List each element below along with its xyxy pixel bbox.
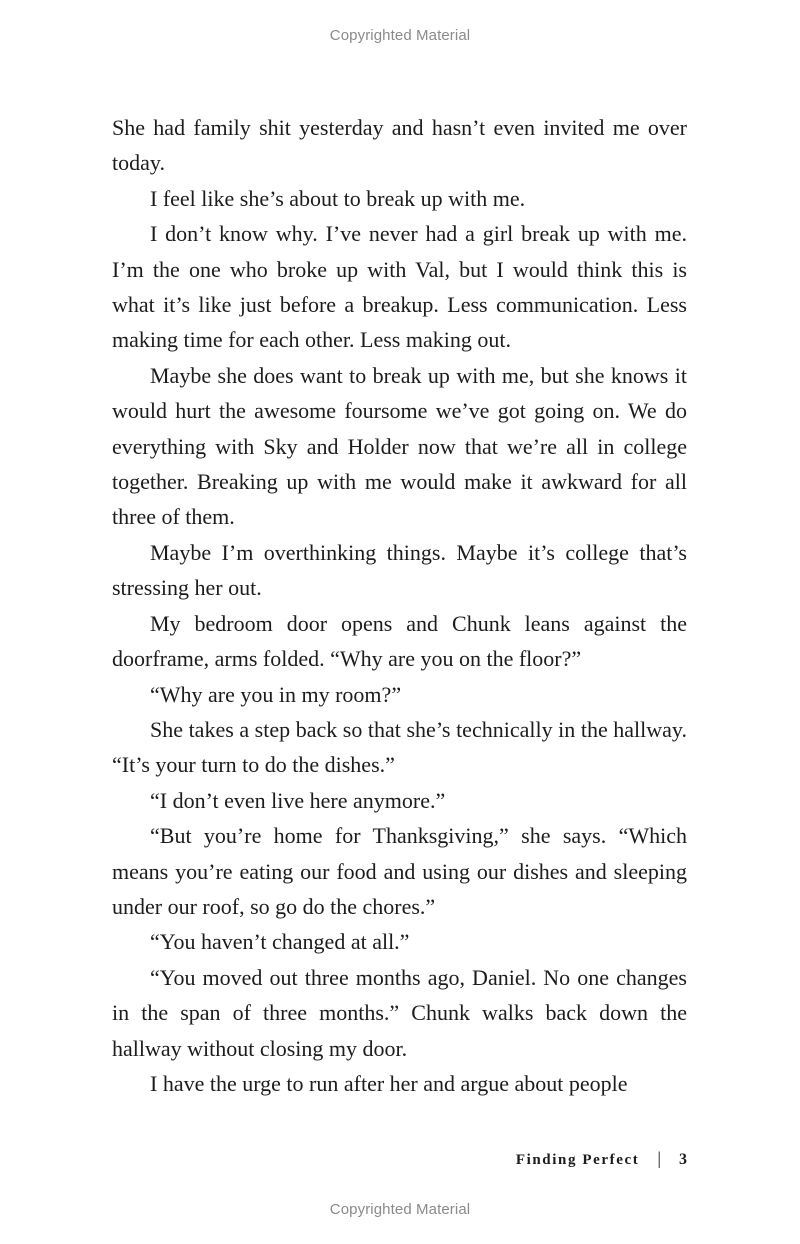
page-number: 3 <box>679 1151 687 1168</box>
paragraph: I feel like she’s about to break up with me. <box>150 185 526 211</box>
paragraph: Maybe I’m overthinking things. Maybe it’s college that’s stressing her out. <box>112 539 687 601</box>
paragraph: Maybe she does want to break up with me, but she knows it would hurt the awesome foursome we’ve got going on. We do everything with Sky and Holder now that we’re all in college together. Breaking up with me would make it awkward for all three of them. <box>112 362 687 530</box>
paragraph: “I don’t even live here anymore.” <box>150 787 446 813</box>
copyright-watermark-top: Copyrighted Material <box>329 27 471 44</box>
copyright-watermark-bottom: Copyrighted Material <box>329 1201 471 1218</box>
paragraph: My bedroom door opens and Chunk leans against the doorframe, arms folded. “Why are you on the floor?” <box>112 610 687 672</box>
paragraph: She had family shit yesterday and hasn’t even invited me over today. <box>112 115 687 176</box>
paragraph: She takes a step back so that she’s technically in the hallway. “It’s your turn to do the dishes.” <box>112 716 687 778</box>
footer-divider: | <box>657 1148 661 1168</box>
paragraph: “Why are you in my room?” <box>150 681 402 707</box>
paragraph: “But you’re home for Thanksgiving,” she says. “Which means you’re eating our food and using our dishes and sleeping under our roof, so go do the chores.” <box>112 823 687 919</box>
running-footer <box>516 1148 687 1169</box>
book-title: Finding Perfect <box>515 1152 640 1168</box>
paragraph: I don’t know why. I’ve never had a girl break up with me. I’m the one who broke up with Val, but I would think this is what it’s like just before a breakup. Less communication. Less making time for each other. Less making out. <box>112 221 687 353</box>
paragraph: I have the urge to run after her and argue about people <box>150 1070 628 1096</box>
paragraph: “You moved out three months ago, Daniel. No one changes in the span of three months.” Chunk walks back down the hallway without closing my door. <box>112 964 687 1061</box>
paragraph: “You haven’t changed at all.” <box>150 929 410 955</box>
page-body-text <box>112 110 687 1101</box>
